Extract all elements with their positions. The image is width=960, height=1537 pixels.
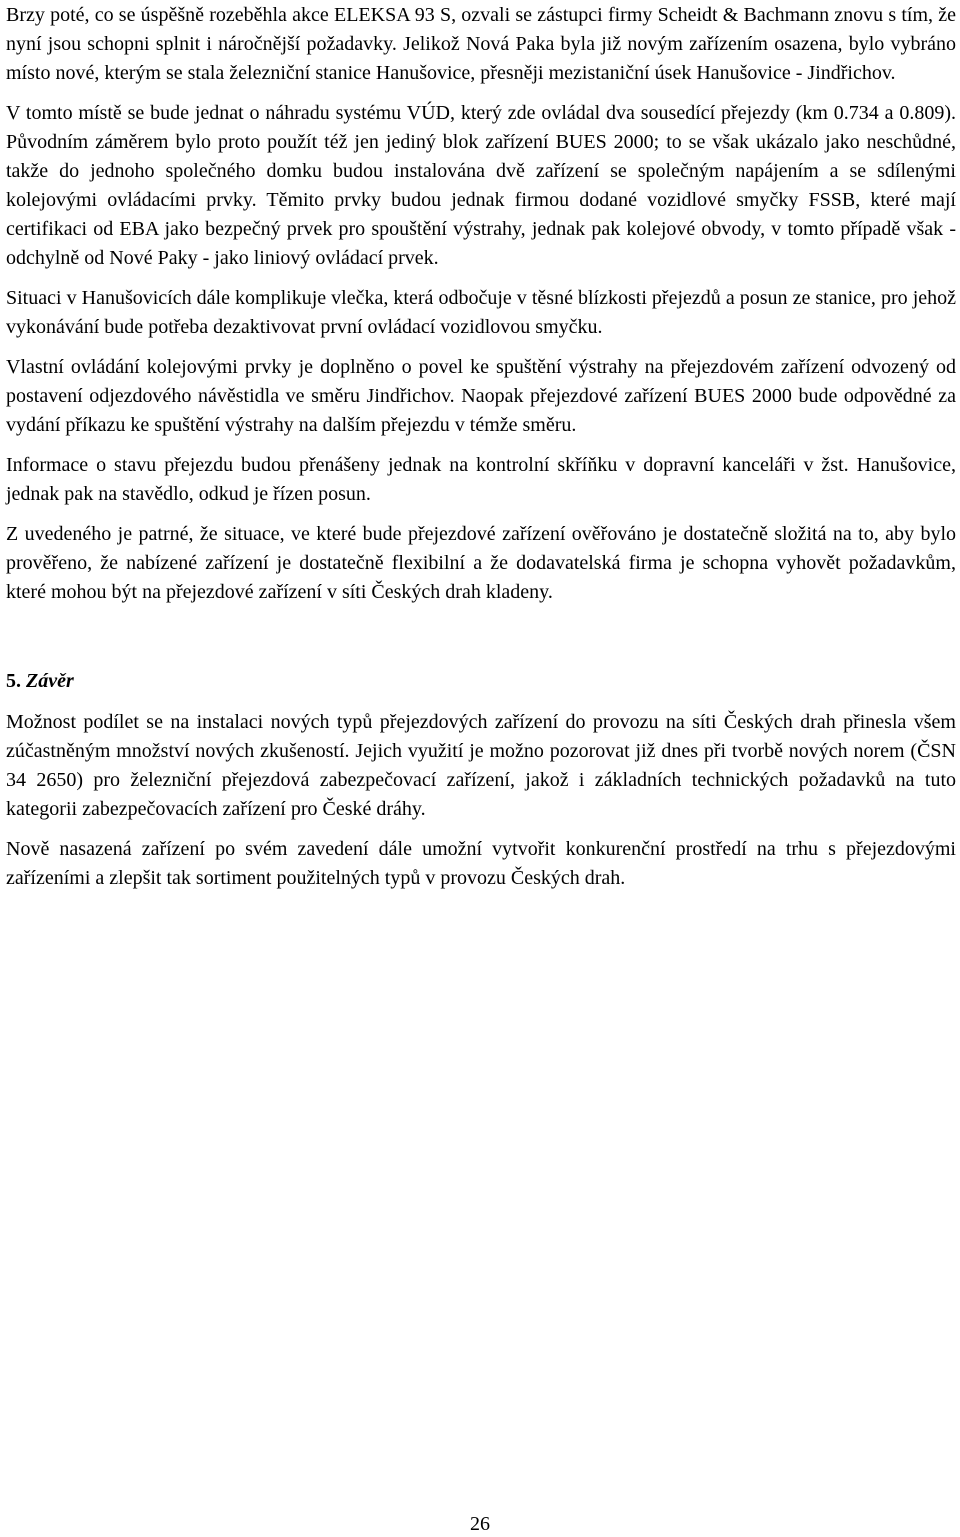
paragraph-conclusion-competition: Nově nasazená zařízení po svém zavedení dále umožní vytvořit konkurenční prostředí na trhu s přejezdovými zařízeními a zlepšit tak sortiment použitelných typů v provozu Českých drah. [6, 838, 956, 889]
section-title: Závěr [26, 670, 74, 692]
paragraph-warning-command: Vlastní ovládání kolejovými prvky je doplněno o povel ke spuštění výstrahy na přejezdovém zařízení odvozený od postavení odjezdového návěstidla ve směru Jindřichov. Naopak přejezdové zařízení BUES 2000 bude odpovědné za vydání příkazu ke spuštění výstrahy na dalším přejezdu v témže směru. [6, 356, 956, 436]
section-number: 5. [6, 670, 21, 692]
paragraph-siding-complication: Situaci v Hanušovicích dále komplikuje vlečka, která odbočuje v těsné blízkosti přejezdů a posun ze stanice, pro jehož vykonávání bude potřeba dezaktivovat první ovládací vozidlovou smyčku. [6, 287, 956, 338]
paragraph-eleksa-followup: Brzy poté, co se úspěšně rozeběhla akce ELEKSA 93 S, ozvali se zástupci firmy Scheidt & Bachmann znovu s tím, že nyní jsou schopni splnit i náročnější požadavky. Jelikož Nová Paka byla již novým zařízením osazena, bylo vybráno místo nové, kterým se stala železniční stanice Hanušovice, přesněji mezistaniční úsek Hanušovice - Jindřichov. [6, 4, 956, 84]
paragraph-vud-replacement: V tomto místě se bude jednat o náhradu systému VÚD, který zde ovládal dva sousedící přejezdy (km 0.734 a 0.809). Původním záměrem bylo proto použít též jen jediný blok zařízení BUES 2000; to se však ukázalo jako neschůdné, takže do jednoho společného domku budou instalována dvě zařízení se společným napájením a se sdílenými kolejovými ovládacími prvky. Těmito prvky budou jednak firmou dodané vozidlové smyčky FSSB, které mají certifikaci od EBA jako bezpečný prvek pro spouštění výstrahy, jednak pak kolejové obvody, v tomto případě však - odchylně od Nové Paky - jako liniový ovládací prvek. [6, 102, 956, 269]
section-heading [6, 667, 956, 696]
document-page [6, 0, 956, 904]
paragraph-verification-summary: Z uvedeného je patrné, že situace, ve které bude přejezdové zařízení ověřováno je dostatečně složitá na to, aby bylo prověřeno, že nabízené zařízení je dostatečně flexibilní a že dodavatelská firma je schopna vyhovět požadavkům, které mohou být na přejezdové zařízení v síti Českých drah kladeny. [6, 523, 956, 603]
paragraph-status-information: Informace o stavu přejezdu budou přenášeny jednak na kontrolní skříňku v dopravní kanceláři v žst. Hanušovice, jednak pak na stavědlo, odkud je řízen posun. [6, 454, 956, 505]
paragraph-conclusion-experience: Možnost podílet se na instalaci nových typů přejezdových zařízení do provozu na síti Českých drah přinesla všem zúčastněným množství nových zkušeností. Jejich využití je možno pozorovat již dnes při tvorbě nových norem (ČSN 34 2650) pro železniční přejezdová zabezpečovací zařízení, jakož i základních technických požadavků na tuto kategorii zabezpečovacích zařízení pro České dráhy. [6, 711, 956, 820]
page-number: 26 [470, 1513, 490, 1535]
